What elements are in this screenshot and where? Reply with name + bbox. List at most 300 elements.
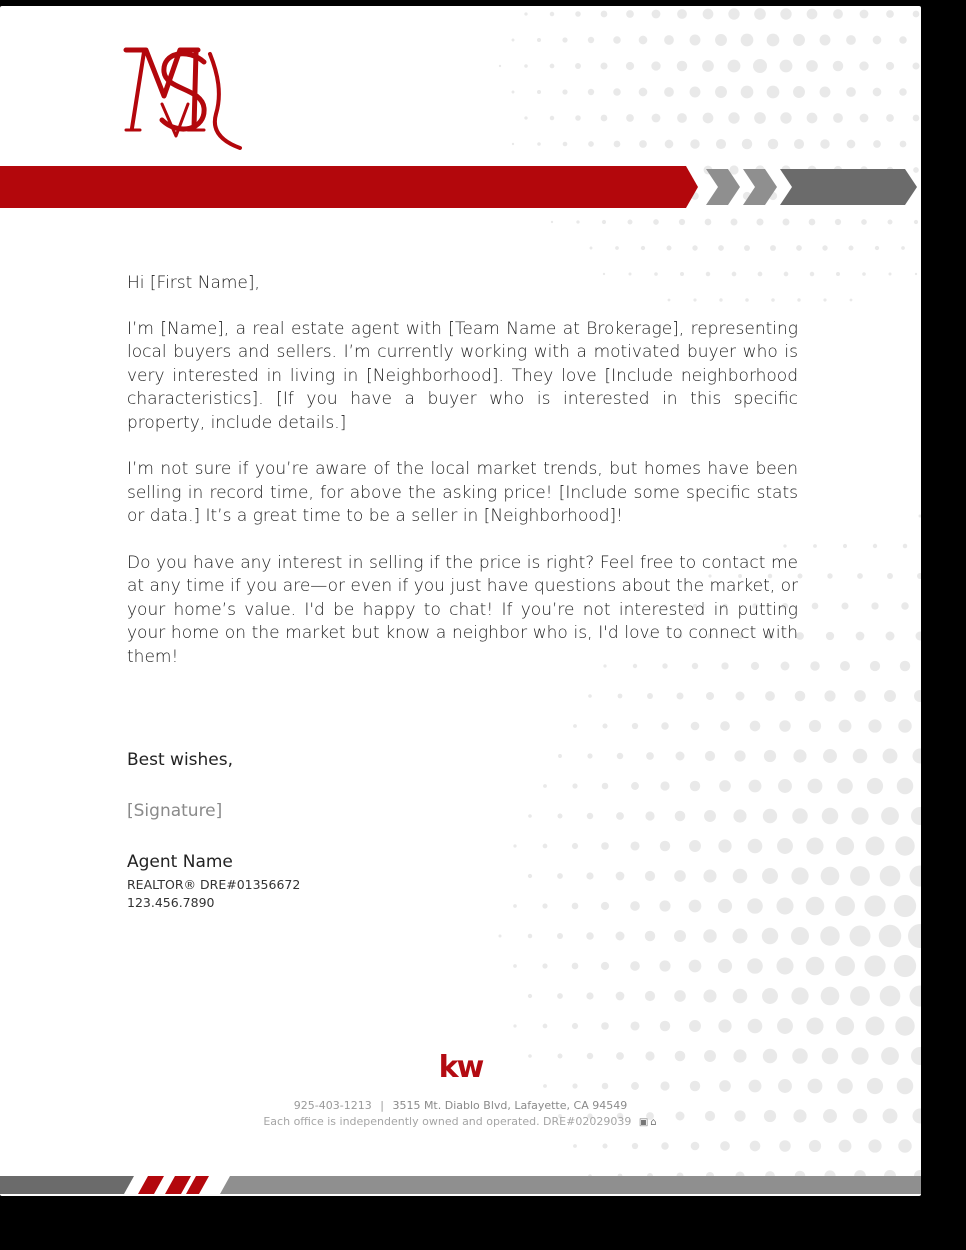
halftone-dot: [703, 989, 716, 1002]
halftone-dot: [664, 87, 674, 97]
halftone-dot: [754, 8, 766, 20]
halftone-dot: [888, 220, 893, 225]
halftone-dot: [808, 779, 823, 794]
halftone-dot: [664, 35, 674, 45]
halftone-dot: [856, 632, 865, 641]
halftone-dot: [887, 573, 893, 579]
halftone-dot: [542, 903, 547, 908]
paragraph: Do you have any interest in selling if the price is right? Feel free to contact me at any time if you are—or even if you just have questions about the market, or your home’s value. I'd be happy to chat! If you’re not interested in putting your home on the market but know a neighbor who is, I'd love to connect with them!: [127, 552, 798, 667]
halftone-dot: [706, 692, 714, 700]
halftone-dot: [601, 115, 608, 122]
halftone-dot: [704, 810, 716, 822]
halftone-dot: [628, 220, 633, 225]
halftone-dot: [524, 64, 528, 68]
halftone-dot: [910, 986, 922, 1007]
halftone-dot: [558, 754, 562, 758]
halftone-dot: [911, 807, 921, 825]
halftone-dot: [822, 808, 839, 825]
halftone-dot: [754, 112, 766, 124]
halftone-dot: [557, 993, 563, 999]
halftone-dot: [703, 929, 717, 943]
office-address: 3515 Mt. Diablo Blvd, Lafayette, CA 94549: [392, 1099, 628, 1112]
halftone-dot: [886, 114, 894, 122]
halftone-dot: [499, 65, 501, 67]
halftone-dot: [588, 694, 592, 698]
halftone-dot: [765, 691, 775, 701]
halftone-dot: [791, 987, 808, 1004]
halftone-dot: [590, 247, 593, 250]
halftone-dot: [674, 930, 686, 942]
halftone-dot: [851, 807, 868, 824]
halftone-dot: [675, 811, 686, 822]
halftone-dot: [736, 692, 745, 701]
halftone-dot: [843, 544, 847, 548]
halftone-dot: [806, 60, 818, 72]
header-banner: [0, 166, 921, 210]
ms-monogram-logo: [118, 44, 246, 152]
halftone-dot: [886, 632, 895, 641]
halftone-dot: [616, 872, 625, 881]
halftone-dot: [742, 139, 752, 149]
halftone-dot: [575, 63, 581, 69]
halftone-dot: [659, 900, 670, 911]
halftone-dot: [512, 91, 515, 94]
halftone-dot: [827, 573, 832, 578]
halftone-dot: [572, 783, 577, 788]
halftone-dot: [873, 36, 882, 45]
halftone-dot: [836, 1017, 854, 1035]
halftone-dot: [900, 141, 907, 148]
halftone-dot: [860, 10, 869, 19]
halftone-dot: [823, 749, 837, 763]
halftone-dot: [913, 749, 922, 764]
halftone-dot: [744, 245, 750, 251]
halftone-dot: [632, 723, 638, 729]
halftone-dot: [586, 992, 593, 999]
halftone-dot: [897, 778, 913, 794]
halftone-dot: [797, 573, 802, 578]
halftone-dot: [615, 246, 619, 250]
halftone-dot: [871, 602, 878, 609]
footer-separator: |: [380, 1099, 384, 1112]
halftone-dot: [795, 691, 806, 702]
closing: Best wishes,: [127, 750, 234, 770]
halftone-dot: [894, 895, 916, 917]
halftone-dot: [806, 837, 823, 854]
halftone-dot: [820, 926, 840, 946]
halftone-dot: [862, 272, 866, 276]
halftone-dot: [780, 112, 791, 123]
halftone-dot: [588, 37, 594, 43]
halftone-dot: [557, 933, 563, 939]
halftone-dot: [645, 931, 656, 942]
halftone-dot: [679, 219, 685, 225]
halftone-dot: [676, 692, 683, 699]
halftone-dot: [748, 839, 763, 854]
halftone-dot: [601, 962, 609, 970]
halftone-dot: [846, 35, 856, 45]
halftone-dot: [528, 994, 532, 998]
halftone-dot: [847, 140, 856, 149]
halftone-dot: [601, 1022, 609, 1030]
halftone-dot: [639, 36, 648, 45]
halftone-dot: [674, 870, 686, 882]
halftone-dot: [705, 219, 712, 226]
halftone-dot: [690, 87, 701, 98]
halftone-dot: [867, 778, 883, 794]
halftone-dot: [689, 840, 701, 852]
halftone-dot: [779, 720, 791, 732]
halftone-dot: [692, 245, 697, 250]
halftone-dot: [626, 62, 634, 70]
halftone-dot: [667, 246, 672, 251]
halftone-dot: [562, 89, 567, 94]
halftone-dot: [868, 1139, 881, 1152]
halftone-dot: [823, 298, 826, 301]
chevron-shape: [743, 169, 777, 205]
halftone-dot: [613, 88, 621, 96]
halftone-dot: [641, 246, 645, 250]
halftone-dot: [776, 957, 793, 974]
halftone-dot: [886, 10, 894, 18]
halftone-dot: [513, 904, 517, 908]
halftone-dot: [513, 964, 517, 968]
halftone-dot: [780, 60, 793, 73]
halftone-dot: [741, 86, 754, 99]
halftone-dot: [866, 1017, 885, 1036]
halftone-dot: [588, 141, 594, 147]
halftone-dot: [810, 661, 820, 671]
halftone-dot: [716, 139, 726, 149]
halftone-dot: [777, 838, 793, 854]
halftone-dot: [822, 245, 827, 250]
halftone-dot: [602, 723, 607, 728]
halftone-dot: [916, 632, 922, 641]
halftone-dot: [715, 86, 727, 98]
halftone-dot: [689, 900, 702, 913]
halftone-dot: [542, 963, 547, 968]
halftone-dot: [575, 11, 581, 17]
halftone-dot: [899, 36, 907, 44]
halftone-dot: [690, 139, 699, 148]
halftone-dot: [550, 12, 554, 16]
letter-body: [127, 272, 798, 692]
halftone-dot: [661, 722, 668, 729]
halftone-dot: [913, 11, 920, 18]
halftone-dot: [821, 987, 840, 1006]
halftone-dot: [850, 986, 870, 1006]
halftone-dot: [647, 693, 653, 699]
halftone-dot: [690, 781, 700, 791]
halftone-dot: [791, 927, 809, 945]
halftone-dot: [833, 9, 843, 19]
halftone-dot: [899, 88, 907, 96]
halftone-dot: [792, 808, 808, 824]
halftone-dot: [875, 246, 879, 250]
paragraph: I’m [Name], a real estate agent with [Team Name at Brokerage], representing local buyers and sellers. I’m currently working with a motivated buyer who is very interested in living in [Neighborhood]. They love [Include neighborhood characteristics]. [If you have a buyer who is interested in this specific property, include details.]: [127, 318, 798, 433]
halftone-dot: [888, 272, 891, 275]
halftone-dot: [806, 957, 825, 976]
disclaimer: Each office is independently owned and operated. DRE#02029039: [263, 1115, 632, 1128]
office-phone: 925-403-1213: [293, 1099, 372, 1112]
halftone-dot: [768, 139, 778, 149]
halftone-dot: [826, 632, 834, 640]
halftone-dot: [820, 87, 831, 98]
kw-logo: kw: [438, 1050, 483, 1085]
halftone-dot: [512, 143, 514, 145]
halftone-dot: [809, 720, 821, 732]
letterhead-page: [0, 6, 921, 1196]
halftone-dot: [854, 690, 866, 702]
halftone-dot: [809, 219, 816, 226]
halftone-dot: [572, 903, 579, 910]
halftone-dot: [573, 1144, 577, 1148]
halftone-dot: [630, 901, 640, 911]
halftone-dot: [632, 1143, 638, 1149]
red-slash: [165, 1176, 191, 1194]
halftone-dot: [821, 867, 840, 886]
halftone-dot: [835, 896, 855, 916]
halftone-dot: [807, 113, 818, 124]
halftone-dot: [586, 932, 594, 940]
gray-arrow-shape: [780, 169, 917, 205]
halftone-dot: [616, 992, 625, 1001]
halftone-dot: [812, 603, 819, 610]
paragraph: I’m not sure if you’re aware of the local market trends, but homes have been selling in record time, for above the asking price! [Include some specific stats or data.] It’s a great time to be a seller in [Neighborhood]!: [127, 459, 798, 526]
signature-placeholder: [Signature]: [127, 801, 223, 821]
halftone-dot: [764, 750, 776, 762]
halftone-dot: [794, 139, 804, 149]
halftone-dot: [537, 142, 541, 146]
halftone-dot: [853, 749, 868, 764]
halftone-dot: [660, 781, 669, 790]
halftone-dot: [873, 88, 882, 97]
halftone-dot: [524, 12, 527, 15]
halftone-dot: [850, 926, 871, 947]
halftone-dot: [841, 602, 848, 609]
halftone-dot: [776, 897, 793, 914]
halftone-dot: [747, 898, 763, 914]
halftone-dot: [630, 841, 639, 850]
halftone-dot: [747, 958, 763, 974]
halftone-dot: [883, 749, 898, 764]
halftone-dot: [840, 661, 850, 671]
halftone-dot: [912, 62, 919, 69]
agent-phone: 123.456.7890: [127, 895, 215, 910]
halftone-dot: [513, 844, 516, 847]
halftone-dot: [601, 842, 609, 850]
halftone-dot: [691, 1142, 700, 1151]
agent-name: Agent Name: [127, 852, 233, 872]
halftone-dot: [849, 246, 854, 251]
halftone-dot: [839, 720, 852, 733]
halftone-dot: [778, 779, 792, 793]
halftone-dot: [720, 1141, 730, 1151]
halftone-dot: [718, 899, 732, 913]
halftone-dot: [780, 8, 791, 19]
halftone-dot: [820, 35, 831, 46]
halftone-dot: [528, 814, 532, 818]
halftone-dot: [550, 64, 555, 69]
halftone-dot: [528, 934, 533, 939]
halftone-dot: [898, 719, 911, 732]
halftone-dot: [618, 694, 623, 699]
halftone-dot: [783, 219, 790, 226]
halftone-dot: [763, 809, 777, 823]
halftone-dot: [733, 869, 748, 884]
halftone-dot: [868, 719, 881, 732]
halftone-dot: [677, 9, 687, 19]
halftone-dot: [793, 749, 806, 762]
halftone-dot: [733, 989, 748, 1004]
halftone-dot: [524, 116, 527, 119]
halftone-dot: [734, 750, 745, 761]
halftone-dot: [645, 991, 655, 1001]
halftone-dot: [859, 61, 868, 70]
halftone-dot: [703, 869, 716, 882]
halftone-dot: [756, 218, 763, 225]
halftone-dot: [691, 722, 700, 731]
chevron-shape: [706, 169, 740, 205]
halftone-dot: [689, 1020, 701, 1032]
halftone-dot: [741, 34, 754, 47]
halftone-dot: [676, 752, 685, 761]
halftone-dot: [914, 220, 918, 224]
halftone-dot: [626, 114, 634, 122]
halftone-dot: [850, 299, 853, 302]
red-slash: [138, 1176, 164, 1194]
halftone-dot: [630, 961, 640, 971]
halftone-dot: [601, 11, 608, 18]
halftone-dot: [837, 778, 853, 794]
greeting: Hi [First Name],: [127, 273, 260, 293]
halftone-dot: [660, 841, 670, 851]
halftone-dot: [659, 960, 670, 971]
halftone-dot: [661, 1142, 668, 1149]
halftone-dot: [835, 956, 855, 976]
halftone-dot: [850, 866, 870, 886]
halftone-dot: [820, 139, 829, 148]
footer-bar: [0, 1174, 921, 1196]
halftone-dot: [674, 990, 686, 1002]
halftone-dot: [880, 866, 901, 887]
halftone-dot: [903, 544, 907, 548]
halftone-dot: [770, 245, 776, 251]
halftone-dot: [749, 780, 762, 793]
halftone-dot: [718, 959, 732, 973]
halftone-dot: [705, 751, 715, 761]
halftone-dot: [813, 544, 817, 548]
halftone-dot: [602, 220, 606, 224]
halftone-dot: [728, 60, 741, 73]
halftone-dot: [639, 88, 648, 97]
halftone-dot: [631, 782, 639, 790]
red-banner-stripe: [0, 166, 698, 208]
halftone-dot: [677, 113, 687, 123]
halftone-dot: [861, 219, 867, 225]
halftone-dot: [733, 809, 746, 822]
halftone-dot: [762, 928, 779, 945]
halftone-dot: [796, 245, 802, 251]
halftone-dot: [600, 62, 607, 69]
halftone-dot: [873, 140, 881, 148]
halftone-dot: [753, 59, 767, 73]
halftone-dot: [651, 61, 660, 70]
halftone-dot: [901, 602, 908, 609]
halftone-dot: [835, 219, 841, 225]
halftone-dot: [630, 1021, 639, 1030]
halftone-dot: [512, 39, 515, 42]
halftone-dot: [748, 1019, 763, 1034]
halftone-dot: [881, 807, 899, 825]
halftone-dot: [886, 62, 894, 70]
halftone-dot: [557, 813, 562, 818]
equal-housing-icon: ⌂: [650, 1117, 658, 1128]
halftone-dot: [677, 61, 688, 72]
halftone-dot: [718, 245, 724, 251]
halftone-dot: [793, 34, 805, 46]
halftone-dot: [575, 115, 581, 121]
halftone-dot: [602, 783, 609, 790]
halftone-dot: [870, 661, 880, 671]
halftone-dot: [762, 988, 778, 1004]
halftone-dot: [718, 1019, 731, 1032]
halftone-dot: [833, 113, 843, 123]
halftone-dot: [703, 9, 714, 20]
halftone-dot: [750, 1141, 761, 1152]
halftone-dot: [910, 866, 922, 887]
halftone-dot: [588, 89, 594, 95]
halftone-dot: [919, 515, 922, 518]
halftone-dot: [720, 721, 730, 731]
halftone-dot: [895, 1016, 914, 1035]
halftone-dot: [767, 86, 780, 99]
halftone-dot: [857, 573, 863, 579]
halftone-dot: [719, 780, 731, 792]
halftone-dot: [733, 929, 748, 944]
halftone-dot: [626, 10, 634, 18]
halftone-dot: [550, 116, 554, 120]
halftone-dot: [513, 1024, 516, 1027]
halftone-dot: [728, 8, 739, 19]
halftone-dot: [718, 839, 731, 852]
halftone-dot: [617, 753, 624, 760]
halftone-dot: [833, 61, 844, 72]
halftone-dot: [894, 955, 916, 977]
gray-bar-left: [0, 1176, 134, 1194]
agent-title: REALTOR® DRE#01356672: [127, 877, 301, 892]
halftone-dot: [777, 1018, 793, 1034]
halftone-dot: [572, 843, 578, 849]
halftone-dot: [528, 874, 532, 878]
halftone-dot: [572, 963, 579, 970]
halftone-dot: [898, 1139, 911, 1152]
halftone-dot: [901, 246, 905, 250]
halftone-dot: [587, 753, 592, 758]
halftone-dot: [793, 86, 805, 98]
halftone-dot: [879, 925, 902, 948]
halftone-dot: [645, 811, 654, 820]
halftone-dot: [864, 895, 885, 916]
halftone-dot: [652, 114, 661, 123]
halftone-dot: [908, 924, 921, 948]
halftone-dot: [728, 112, 739, 123]
halftone-dot: [864, 955, 885, 976]
halftone-dot: [917, 573, 921, 579]
halftone-dot: [914, 690, 921, 702]
halftone-dot: [866, 837, 885, 856]
halftone-dot: [616, 932, 625, 941]
